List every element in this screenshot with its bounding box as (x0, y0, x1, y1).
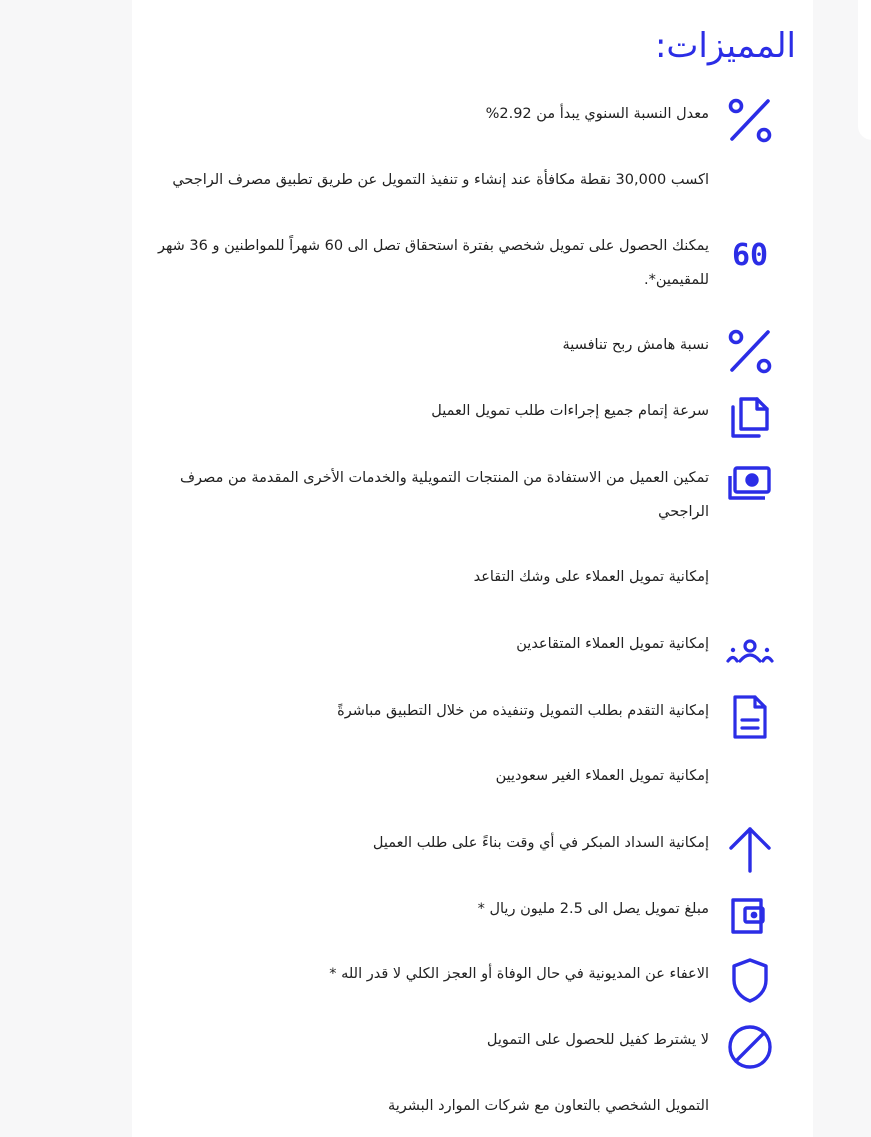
percent-icon (725, 327, 775, 377)
wallet-icon (725, 891, 775, 941)
feature-text: لا يشترط كفيل للحصول على التمويل (486, 1032, 709, 1048)
shield-icon (725, 956, 775, 1006)
feature-text: إمكانية تمويل العملاء الغير سعوديين (495, 768, 709, 784)
sixty-icon-text: 60 (731, 238, 769, 273)
feature-text: إمكانية تمويل العملاء المتقاعدين (516, 636, 709, 652)
feature-text: إمكانية السداد المبكر في أي وقت بناءً على طلب العميل (372, 835, 709, 851)
feature-text: سرعة إتمام جميع إجراءات طلب تمويل العميل (431, 403, 709, 419)
feature-text: التمويل الشخصي بالتعاون مع شركات الموارد البشرية (387, 1098, 709, 1114)
sixty-months-icon (725, 228, 775, 278)
feature-text: نسبة هامش ربح تنافسية (562, 337, 709, 353)
feature-text: معدل النسبة السنوي يبدأ من 2.92% (485, 106, 709, 122)
percent-icon (725, 96, 775, 146)
features-title: المميزات: (654, 26, 796, 66)
ban-icon (725, 1022, 775, 1072)
feature-text: تمكين العميل من الاستفادة من المنتجات التمويلية والخدمات الأخرى المقدمة من مصرف الراجحي (179, 470, 709, 520)
feature-text: مبلغ تمويل يصل الى 2.5 مليون ريال * (477, 901, 709, 917)
group-icon (725, 626, 775, 676)
feature-text: إمكانية التقدم بطلب التمويل وتنفيذه من خلال التطبيق مباشرةً (337, 703, 709, 719)
features-card (132, 0, 813, 1137)
arrow-up-icon (725, 825, 775, 875)
document-icon (725, 693, 775, 743)
side-panel-card (858, 0, 871, 140)
money-icon (725, 460, 775, 510)
feature-text: اكسب 30,000 نقطة مكافأة عند إنشاء و تنفيذ التمويل عن طريق تطبيق مصرف الراجحي (172, 172, 709, 188)
feature-text: الاعفاء عن المديونية في حال الوفاة أو العجز الكلي لا قدر الله * (329, 966, 709, 982)
copy-documents-icon (725, 393, 775, 443)
feature-text: إمكانية تمويل العملاء على وشك التقاعد (473, 569, 709, 585)
feature-text: يمكنك الحصول على تمويل شخصي بفترة استحقاق تصل الى 60 شهراً للمواطنين و 36 شهر للمقيمين*. (157, 238, 709, 288)
